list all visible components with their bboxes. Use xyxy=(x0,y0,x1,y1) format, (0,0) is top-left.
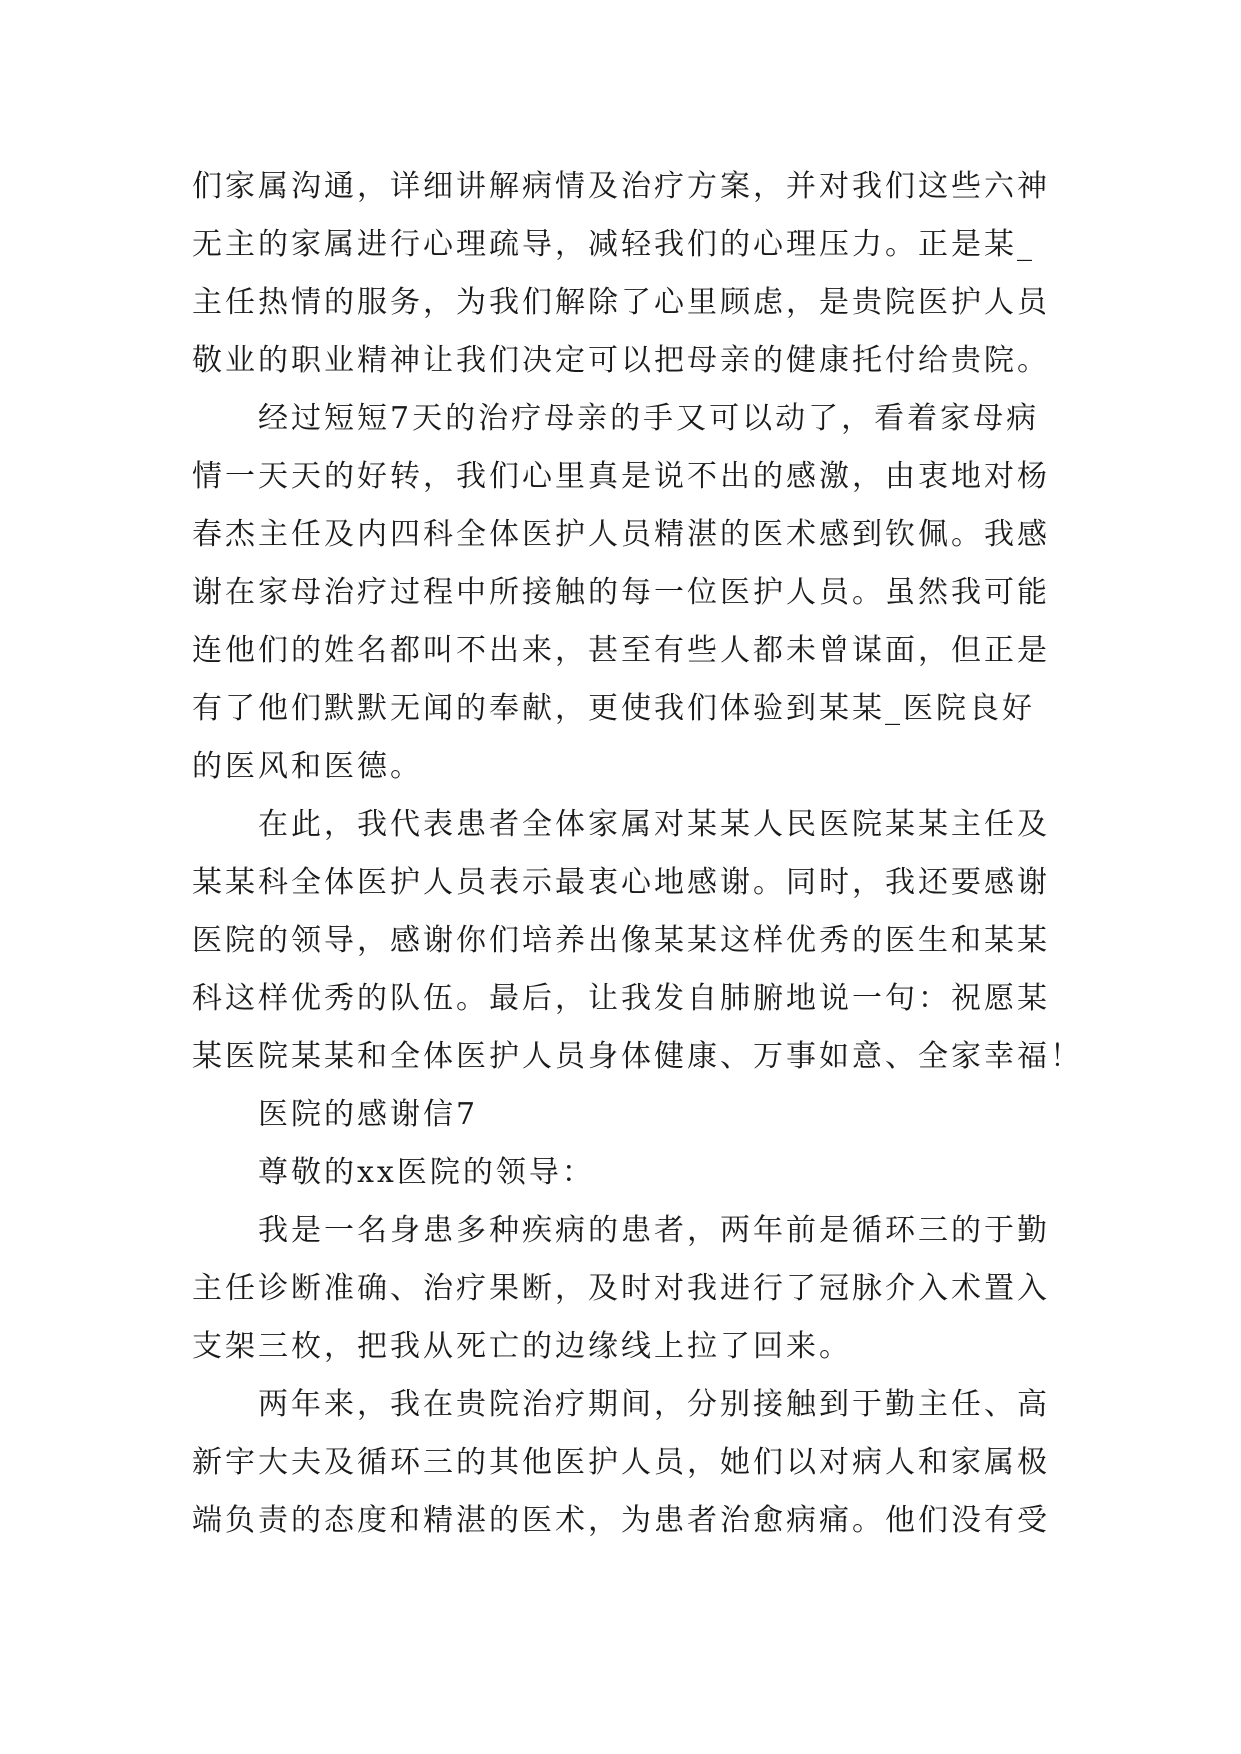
text-line: 科这样优秀的队伍。最后，让我发自肺腑地说一句：祝愿某 xyxy=(192,981,1050,1016)
text-line: 某某科全体医护人员表示最衷心地感谢。同时，我还要感谢 xyxy=(192,865,1050,900)
text-line: 主任热情的服务，为我们解除了心里顾虑，是贵院医护人员 xyxy=(192,285,1050,320)
paragraph-first-line: 两年来，我在贵院治疗期间，分别接触到于勤主任、高 xyxy=(258,1387,1050,1422)
text-line: 端负责的态度和精湛的医术，为患者治愈病痛。他们没有受 xyxy=(192,1503,1050,1538)
text-line: 连他们的姓名都叫不出来，甚至有些人都未曾谋面，但正是 xyxy=(192,633,1050,668)
text-line: 有了他们默默无闻的奉献，更使我们体验到某某_医院良好 xyxy=(192,691,1035,726)
text-line: 新宇大夫及循环三的其他医护人员，她们以对病人和家属极 xyxy=(192,1445,1050,1480)
text-line: 敬业的职业精神让我们决定可以把母亲的健康托付给贵院。 xyxy=(192,343,1050,378)
paragraph-first-line: 在此，我代表患者全体家属对某某人民医院某某主任及 xyxy=(258,807,1050,842)
letter-title: 医院的感谢信7 xyxy=(258,1097,479,1132)
text-line: 们家属沟通，详细讲解病情及治疗方案，并对我们这些六神 xyxy=(192,169,1050,204)
letter-salutation: 尊敬的xx医院的领导： xyxy=(258,1155,595,1190)
text-line: 医院的领导，感谢你们培养出像某某这样优秀的医生和某某 xyxy=(192,923,1050,958)
text-line: 谢在家母治疗过程中所接触的每一位医护人员。虽然我可能 xyxy=(192,575,1050,610)
text-line: 春杰主任及内四科全体医护人员精湛的医术感到钦佩。我感 xyxy=(192,517,1050,552)
text-line: 主任诊断准确、治疗果断，及时对我进行了冠脉介入术置入 xyxy=(192,1271,1050,1306)
letter-body xyxy=(192,158,1083,1550)
text-line: 无主的家属进行心理疏导，减轻我们的心理压力。正是某_ xyxy=(192,227,1035,262)
text-line: 情一天天的好转，我们心里真是说不出的感激，由衷地对杨 xyxy=(192,459,1050,494)
text-line: 支架三枚，把我从死亡的边缘线上拉了回来。 xyxy=(192,1329,852,1364)
text-line: 某医院某某和全体医护人员身体健康、万事如意、全家幸福！ xyxy=(192,1039,1083,1074)
paragraph-first-line: 经过短短7天的治疗母亲的手又可以动了，看着家母病 xyxy=(258,401,1040,436)
paragraph-first-line: 我是一名身患多种疾病的患者，两年前是循环三的于勤 xyxy=(258,1213,1050,1248)
text-line: 的医风和医德。 xyxy=(192,749,423,784)
